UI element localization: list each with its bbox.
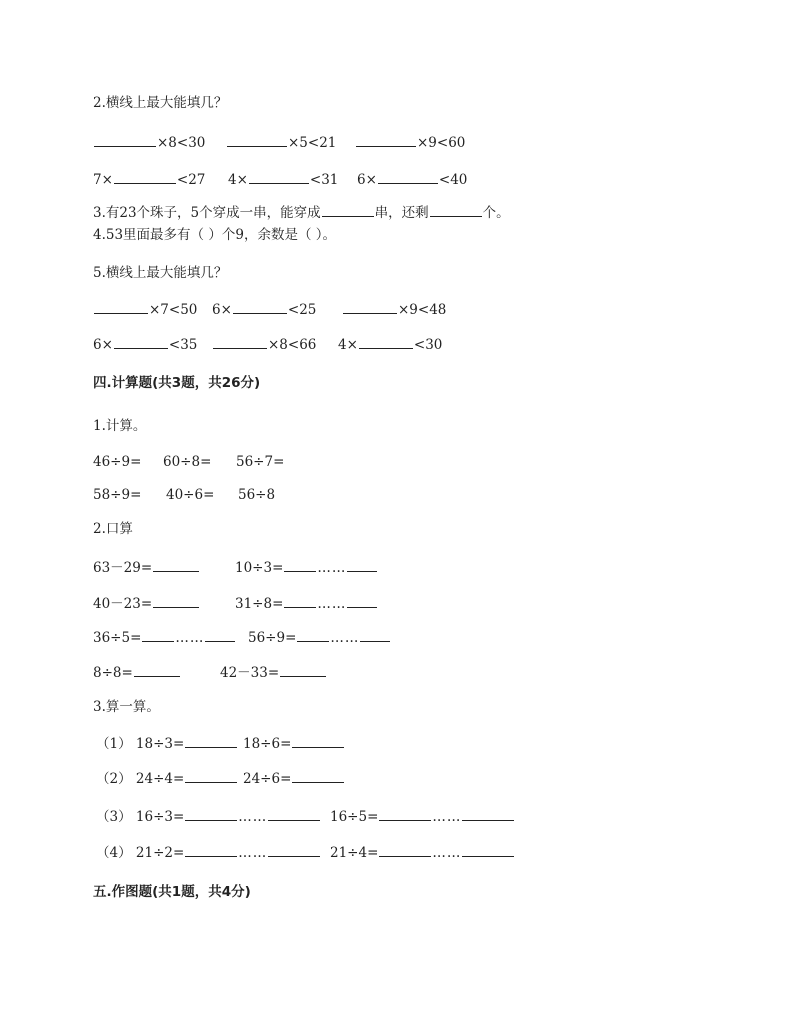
calc-3-row-2b [243,769,345,788]
inequality-text: ×5<21 [288,135,337,151]
expression-text: 31÷8= [235,596,284,612]
calc-2-row-1a [93,558,200,577]
quotient-blank[interactable] [142,628,174,642]
answer-blank[interactable] [94,133,156,147]
expression-text: 21÷4= [330,845,379,861]
quotient-blank[interactable] [185,843,237,857]
question-2-row-1 [93,133,205,152]
answer-blank[interactable] [185,734,237,748]
calc-2-row-4b [220,663,327,682]
question-2-row-2a [93,170,205,189]
answer-blank[interactable] [94,300,148,314]
remainder-dots: …… [317,596,347,612]
inequality-text: ×7<50 [149,302,198,318]
remainder-dots: …… [317,560,347,576]
quotient-blank[interactable] [284,594,316,608]
item-number: （4） [96,845,132,861]
question-2-row-1c [355,133,465,152]
answer-blank[interactable] [114,170,176,184]
question-5-row-1c [342,300,446,319]
answer-blank[interactable] [153,594,199,608]
inequality-text: 6× [357,172,377,188]
expression-text: 36÷5= [93,630,142,646]
question-3-text: 串，还剩 [374,205,429,221]
answer-blank[interactable] [430,203,482,217]
calc-3-row-1 [96,734,238,753]
remainder-blank[interactable] [347,558,377,572]
answer-blank[interactable] [322,203,374,217]
calc-1-row-1c: 56÷7= [236,454,285,470]
section-5-heading: 五.作图题(共1题，共4分) [93,884,251,900]
expression-text: 18÷6= [243,736,292,752]
expression-text: 16÷5= [330,809,379,825]
inequality-text: ×8<30 [157,135,206,151]
inequality-text: ×8<66 [268,337,317,353]
quotient-blank[interactable] [379,843,431,857]
calc-2-row-3b [248,628,391,647]
question-4: 4.53里面最多有（ ）个9，余数是（ ）。 [93,227,336,243]
expression-text: 42－33= [220,665,280,681]
inequality-text: 6× [93,337,113,353]
quotient-blank[interactable] [297,628,329,642]
inequality-text: <35 [168,337,198,353]
inequality-text: <31 [309,172,339,188]
calc-3-title: 3.算一算。 [93,699,160,715]
calc-2-title: 2.口算 [93,521,133,537]
inequality-text: <27 [176,172,206,188]
remainder-blank[interactable] [268,807,320,821]
question-5-row-2a [93,335,197,354]
answer-blank[interactable] [280,663,326,677]
remainder-dots: …… [175,630,205,646]
calc-1-row-2b: 40÷6= [166,487,215,503]
inequality-text: <25 [287,302,317,318]
answer-blank[interactable] [249,170,309,184]
section-4-heading: 四.计算题(共3题，共26分) [93,375,261,391]
question-2-title: 2.横线上最大能填几？ [93,95,228,111]
calc-2-row-2b [235,594,378,613]
expression-text: 24÷6= [243,771,292,787]
remainder-blank[interactable] [268,843,320,857]
inequality-text: 4× [338,337,358,353]
quotient-blank[interactable] [185,807,237,821]
inequality-text: 7× [93,172,113,188]
answer-blank[interactable] [114,335,168,349]
answer-blank[interactable] [378,170,438,184]
question-2-row-2c [357,170,467,189]
remainder-dots: …… [432,809,462,825]
expression-text: 63－29= [93,560,153,576]
calc-1-title: 1.计算。 [93,418,147,434]
question-5-row-1a [93,300,197,319]
remainder-blank[interactable] [347,594,377,608]
inequality-text: <30 [413,337,443,353]
calc-3-row-1b [243,734,345,753]
question-5-row-2b [212,335,316,354]
expression-text: 10÷3= [235,560,284,576]
calc-2-row-1b [235,558,378,577]
answer-blank[interactable] [292,769,344,783]
expression-text: 21÷2= [135,845,185,861]
inequality-text: 4× [228,172,248,188]
calc-3-row-4b [330,843,515,862]
answer-blank[interactable] [213,335,267,349]
calc-1-row-2a: 58÷9= [93,487,142,503]
item-number: （2） [96,771,132,787]
remainder-dots: …… [432,845,462,861]
expression-text: 18÷3= [135,736,185,752]
answer-blank[interactable] [227,133,287,147]
answer-blank[interactable] [292,734,344,748]
question-5-row-2c [338,335,442,354]
remainder-blank[interactable] [205,628,235,642]
remainder-dots: …… [238,809,268,825]
calc-3-row-4 [96,843,321,862]
remainder-blank[interactable] [462,843,514,857]
calc-1-row-2c: 56÷8 [238,487,276,503]
question-5-row-1b [212,300,316,319]
answer-blank[interactable] [359,335,413,349]
remainder-blank[interactable] [360,628,390,642]
answer-blank[interactable] [185,769,237,783]
item-number: （3） [96,809,132,825]
expression-text: 40－23= [93,596,153,612]
calc-1-row-1b: 60÷8= [163,454,212,470]
remainder-blank[interactable] [462,807,514,821]
calc-2-row-2a [93,594,200,613]
inequality-text: ×9<60 [417,135,466,151]
answer-blank[interactable] [134,663,180,677]
quotient-blank[interactable] [284,558,316,572]
expression-text: 8÷8= [93,665,133,681]
inequality-text: <40 [438,172,468,188]
answer-blank[interactable] [343,300,397,314]
inequality-text: ×9<48 [398,302,447,318]
question-2-row-2b [228,170,338,189]
question-5-title: 5.横线上最大能填几？ [93,265,228,281]
expression-text: 24÷4= [135,771,185,787]
quotient-blank[interactable] [379,807,431,821]
calc-2-row-4a [93,663,181,682]
calc-3-row-3 [96,807,321,826]
calc-3-row-3b [330,807,515,826]
expression-text: 56÷9= [248,630,297,646]
answer-blank[interactable] [153,558,199,572]
question-3-text: 个。 [482,205,510,221]
answer-blank[interactable] [233,300,287,314]
answer-blank[interactable] [356,133,416,147]
item-number: （1） [96,736,132,752]
question-2-row-1b [226,133,336,152]
calc-3-row-2 [96,769,238,788]
expression-text: 16÷3= [135,809,185,825]
inequality-text: 6× [212,302,232,318]
question-3 [93,203,510,222]
remainder-dots: …… [330,630,360,646]
remainder-dots: …… [238,845,268,861]
calc-1-row-1a: 46÷9= [93,454,142,470]
question-3-text: 3.有23个珠子，5个穿成一串，能穿成 [93,205,321,221]
calc-2-row-3a [93,628,236,647]
